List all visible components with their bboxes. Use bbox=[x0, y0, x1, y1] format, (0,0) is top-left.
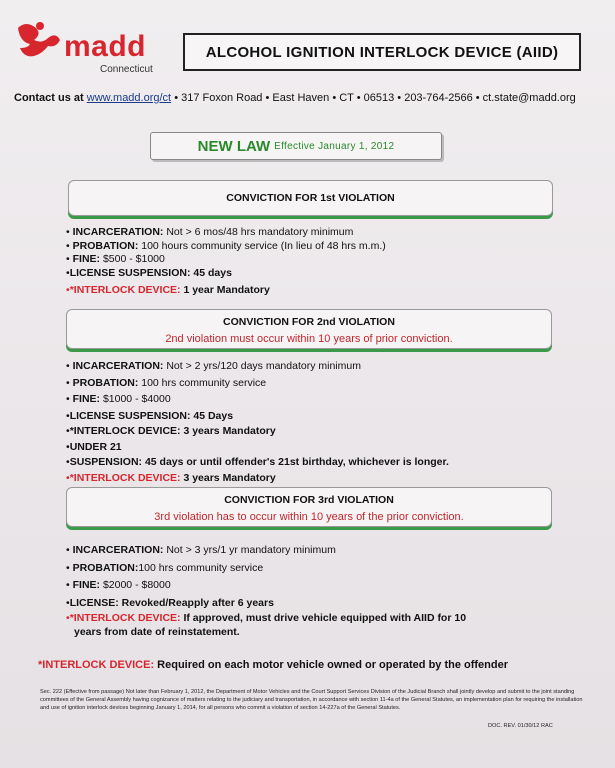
list-item: •LICENSE SUSPENSION: 45 Days bbox=[66, 409, 234, 422]
section-1-header: CONVICTION FOR 1st VIOLATION bbox=[226, 192, 395, 204]
list-item: • INCARCERATION: Not > 2 yrs/120 days mandatory minimum bbox=[66, 360, 361, 372]
section-3-header: CONVICTION FOR 3rd VIOLATION bbox=[224, 494, 394, 506]
list-item: •*INTERLOCK DEVICE: If approved, must drive vehicle equipped with AIID for 10 bbox=[66, 612, 467, 624]
section-2-header: CONVICTION FOR 2nd VIOLATION bbox=[223, 316, 395, 328]
section-3-header-box bbox=[66, 487, 552, 527]
list-item: • INCARCERATION: Not > 3 yrs/1 yr mandatory minimum bbox=[66, 544, 336, 556]
section-2-list bbox=[66, 360, 449, 485]
statute-footnote: Sec. 222 (Effective from passage) Not later than February 1, 2012, the Department of Motor Vehicles and the Court Support Services Division of the Judicial Branch shall jointly develop and submit to the joint standing committees of the General Assembly having cognizance of matters relating to the judiciary and transportation, in accordance with section 11-4a of the General Statutes, an implementation plan for requiring the installation and use of ignition interlock devices beginning January 1, 2014, for all persons who commit a violation of section 14-227a of the General Statutes. bbox=[40, 689, 583, 711]
list-item: • INCARCERATION: Not > 6 mos/48 hrs mandatory minimum bbox=[66, 226, 354, 238]
section-1-list bbox=[66, 226, 386, 298]
madd-logo-icon bbox=[12, 18, 64, 64]
final-interlock-note bbox=[38, 659, 508, 671]
new-law-banner bbox=[150, 132, 442, 160]
website-link[interactable]: www.madd.org/ct bbox=[86, 92, 172, 104]
document-title: ALCOHOL IGNITION INTERLOCK DEVICE (AIID) bbox=[183, 33, 581, 71]
section-1-header-box bbox=[68, 180, 553, 216]
list-item: •UNDER 21 bbox=[66, 440, 122, 453]
final-text: Required on each motor vehicle owned or operated by the offender bbox=[154, 659, 509, 671]
document-revision: DOC. REV. 01/30/12 RAC bbox=[488, 723, 553, 729]
section-2-subheader: 2nd violation must occur within 10 years of prior conviction. bbox=[165, 333, 453, 345]
list-item: • FINE: $1000 - $4000 bbox=[66, 393, 171, 405]
contact-details: • 317 Foxon Road • East Haven • CT • 06513 • 203-764-2566 • ct.state@madd.org bbox=[174, 92, 576, 104]
logo-subtitle: Connecticut bbox=[100, 64, 153, 75]
final-label: *INTERLOCK DEVICE: bbox=[38, 659, 155, 671]
list-item: •*INTERLOCK DEVICE: 3 years Mandatory bbox=[66, 425, 276, 437]
list-item: •LICENSE SUSPENSION: 45 days bbox=[66, 266, 232, 279]
madd-logo bbox=[12, 12, 182, 75]
list-item: •SUSPENSION: 45 days or until offender's 21st birthday, whichever is longer. bbox=[66, 456, 449, 468]
list-item: •*INTERLOCK DEVICE: 1 year Mandatory bbox=[66, 284, 270, 296]
list-item: •*INTERLOCK DEVICE: 3 years Mandatory bbox=[66, 471, 276, 484]
list-item: years from date of reinstatement. bbox=[74, 625, 240, 638]
contact-line bbox=[14, 92, 604, 104]
new-law-label: NEW LAW bbox=[197, 137, 271, 155]
list-item: • FINE: $2000 - $8000 bbox=[66, 579, 171, 591]
section-3-subheader: 3rd violation has to occur within 10 years of the prior conviction. bbox=[154, 511, 464, 523]
list-item: • FINE: $500 - $1000 bbox=[66, 253, 165, 265]
section-3-list bbox=[66, 544, 466, 639]
list-item: •LICENSE: Revoked/Reapply after 6 years bbox=[66, 596, 274, 609]
new-law-effective: Effective January 1, 2012 bbox=[274, 140, 395, 152]
list-item: • PROBATION: 100 hrs community service bbox=[66, 376, 267, 389]
contact-prefix: Contact us at bbox=[14, 92, 84, 104]
logo-brand: madd bbox=[64, 30, 147, 63]
list-item: • PROBATION:100 hrs community service bbox=[66, 561, 264, 574]
list-item: • PROBATION: 100 hours community service (In lieu of 48 hrs m.m.) bbox=[66, 239, 386, 252]
section-2-header-box bbox=[66, 309, 552, 349]
